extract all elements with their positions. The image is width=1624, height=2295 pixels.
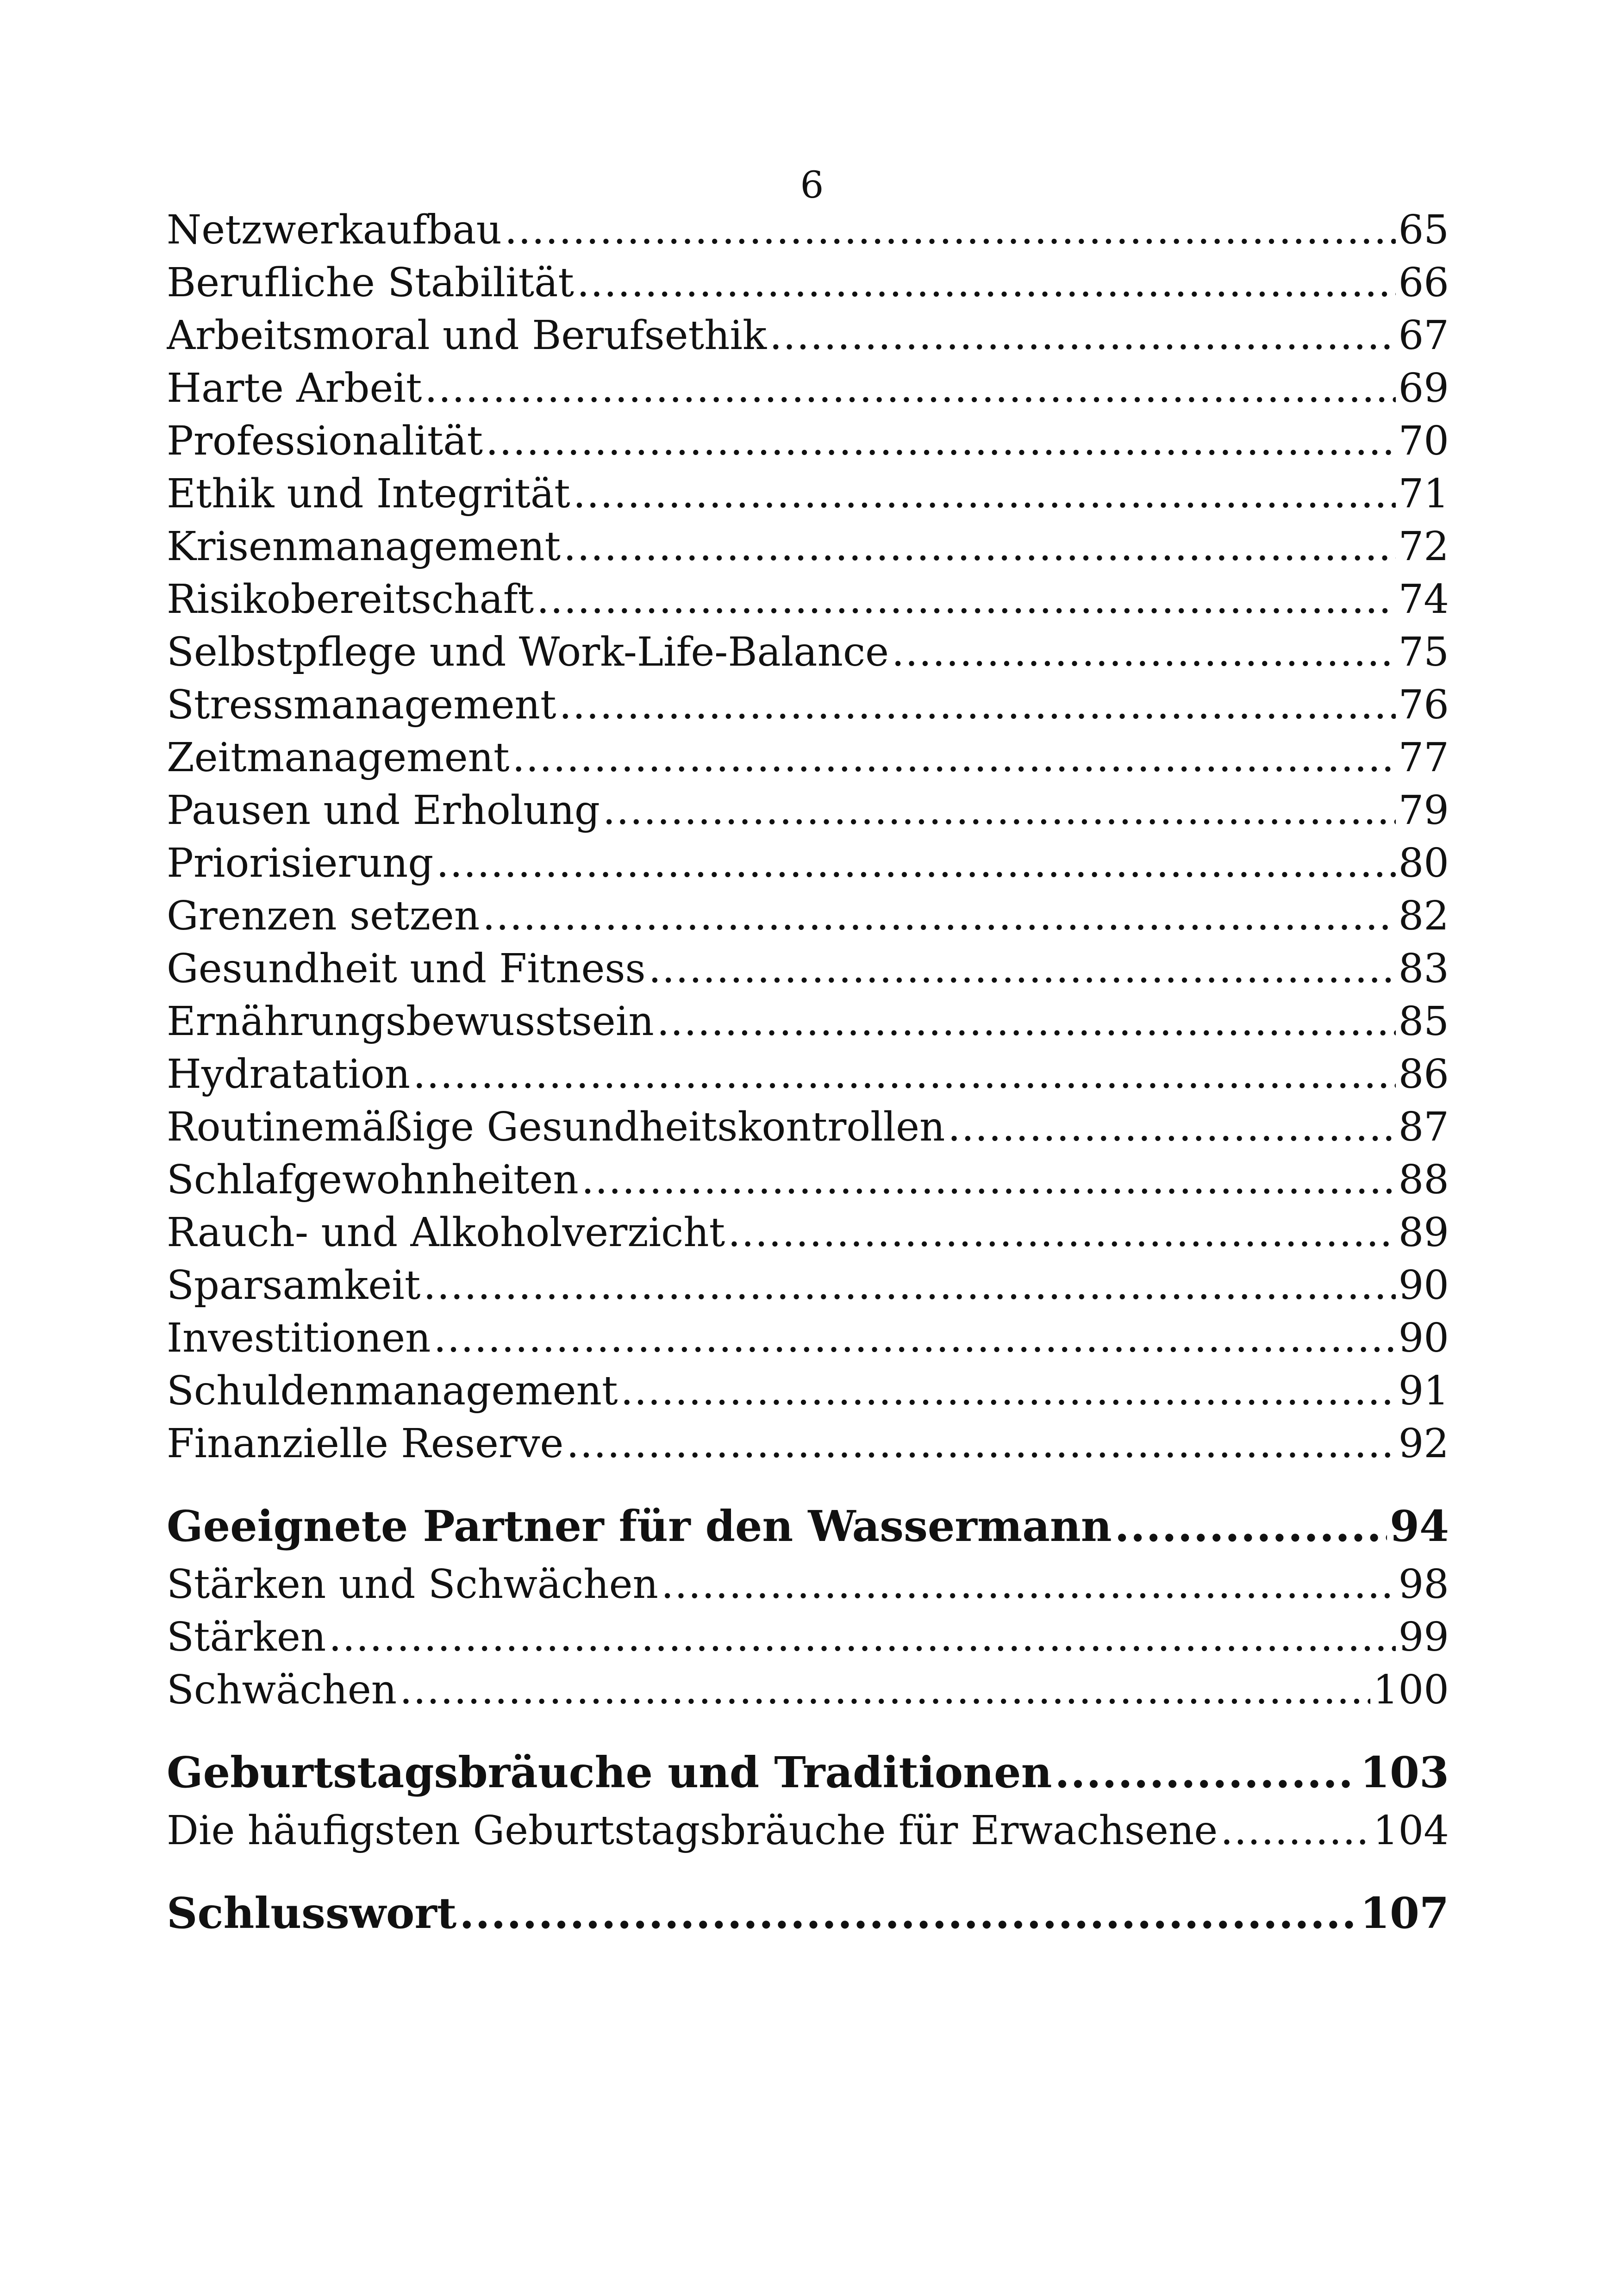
toc-entry [167,1048,1449,1101]
toc-entry [167,573,1449,626]
toc-chapter-entry [167,1742,1449,1802]
toc-entry [167,1206,1449,1259]
toc-entry-title: Sparsamkeit [167,1262,421,1309]
toc-entry-title: Schlafgewohnheiten [167,1157,579,1203]
toc-entry-title: Rauch- und Alkoholverzicht [167,1210,725,1256]
toc-entry-page: 69 [1398,365,1449,412]
toc-entry [167,1154,1449,1206]
toc-entry [167,204,1449,256]
toc-entry-page: 65 [1398,207,1449,253]
toc-dot-leader [482,890,1395,942]
toc-entry-page: 86 [1398,1051,1449,1098]
toc-entry-page: 72 [1398,524,1449,570]
toc-entry-title: Netzwerkaufbau [167,207,502,253]
toc-entry-title: Gesundheit und Fitness [167,946,646,992]
toc-entry-page: 66 [1398,260,1449,306]
toc-entry-page: 92 [1398,1421,1449,1467]
toc-dot-leader [1115,1496,1387,1556]
toc-dot-leader [603,784,1396,837]
toc-entry-page: 99 [1398,1614,1449,1660]
toc-dot-leader [1055,1742,1357,1802]
toc-entry-page: 87 [1398,1104,1449,1150]
toc-entry-title: Ernährungsbewusstsein [167,998,654,1045]
toc-chapter-entry [167,1496,1449,1556]
toc-entry-title: Selbstpflege und Work-Life-Balance [167,629,889,675]
toc-entry [167,1101,1449,1154]
toc-dot-leader [661,1558,1396,1611]
toc-entry [167,309,1449,362]
toc-entry-page: 82 [1398,893,1449,939]
toc-entry [167,256,1449,309]
toc-dot-leader [512,731,1396,784]
toc-entry-title: Arbeitsmoral und Berufsethik [167,312,767,359]
toc-dot-leader [581,1154,1396,1206]
toc-entry [167,1611,1449,1664]
toc-entry-title: Die häufigsten Geburtstagsbräuche für Erwachsene [167,1808,1218,1854]
toc-dot-leader [486,415,1395,468]
toc-entry [167,626,1449,679]
toc-entry-page: 71 [1398,471,1449,517]
toc-entry-page: 70 [1398,418,1449,464]
toc-entry-title: Schuldenmanagement [167,1368,618,1414]
toc-dot-leader [563,520,1395,573]
toc-dot-leader [436,837,1395,890]
toc-entry [167,942,1449,995]
toc-dot-leader [505,204,1396,256]
toc-entry [167,1664,1449,1716]
toc-entry-title: Schwächen [167,1667,397,1713]
toc-entry-page: 67 [1398,312,1449,359]
toc-entry-page: 85 [1398,998,1449,1045]
toc-entry-page: 79 [1398,787,1449,834]
toc-dot-leader [573,468,1396,520]
toc-dot-leader [559,679,1396,731]
toc-entry-page: 75 [1398,629,1449,675]
toc-entry-title: Harte Arbeit [167,365,422,412]
toc-entry [167,520,1449,573]
toc-entry-title: Hydratation [167,1051,411,1098]
toc-dot-leader [329,1611,1395,1664]
toc-dot-leader [1220,1804,1370,1857]
toc-entry-page: 74 [1398,576,1449,623]
toc-entry [167,468,1449,520]
toc-entry [167,890,1449,942]
toc-entry-page: 94 [1389,1501,1449,1551]
toc-entry [167,1365,1449,1417]
toc-entry [167,1259,1449,1312]
toc-entry-page: 103 [1360,1747,1449,1797]
toc-entry-page: 83 [1398,946,1449,992]
toc-entry [167,995,1449,1048]
toc-dot-leader [400,1664,1370,1716]
toc-entry [167,1804,1449,1857]
toc-entry-title: Geburtstagsbräuche und Traditionen [167,1747,1052,1797]
toc-entry-page: 98 [1398,1561,1449,1608]
toc-dot-leader [537,573,1395,626]
toc-entry-title: Ethik und Integrität [167,471,570,517]
toc-entry-page: 104 [1373,1808,1449,1854]
toc-entry-title: Risikobereitschaft [167,576,534,623]
toc-entry [167,837,1449,890]
toc-dot-leader [459,1883,1357,1943]
toc-entry-title: Stärken und Schwächen [167,1561,658,1608]
toc-entry-page: 89 [1398,1210,1449,1256]
toc-chapter-entry [167,1883,1449,1943]
toc-entry-title: Zeitmanagement [167,735,510,781]
toc-dot-leader [577,256,1396,309]
toc-dot-leader [948,1101,1395,1154]
toc-entry-page: 107 [1360,1888,1449,1938]
toc-entry-title: Krisenmanagement [167,524,561,570]
toc-entry [167,679,1449,731]
toc-entry-page: 88 [1398,1157,1449,1203]
toc-entry-title: Routinemäßige Gesundheitskontrollen [167,1104,945,1150]
toc-entry [167,1312,1449,1365]
toc-entry-title: Investitionen [167,1315,431,1361]
toc-entry [167,784,1449,837]
toc-dot-leader [621,1365,1396,1417]
toc-entry-title: Pausen und Erholung [167,787,600,834]
toc-entry-title: Geeignete Partner für den Wassermann [167,1501,1112,1551]
toc-dot-leader [657,995,1396,1048]
toc-dot-leader [649,942,1396,995]
toc-entry [167,415,1449,468]
toc-dot-leader [769,309,1395,362]
toc-entry-page: 77 [1398,735,1449,781]
toc-entry-title: Priorisierung [167,840,434,886]
toc-entry-page: 100 [1373,1667,1449,1713]
toc-entry-title: Stressmanagement [167,682,556,728]
toc-entry-title: Professionalität [167,418,483,464]
toc-entry-page: 90 [1398,1262,1449,1309]
toc-entry-page: 76 [1398,682,1449,728]
toc-dot-leader [566,1417,1395,1470]
toc-entry-title: Finanzielle Reserve [167,1421,564,1467]
toc-entry [167,362,1449,415]
toc-entry [167,1558,1449,1611]
toc-entry [167,731,1449,784]
toc-entry-title: Schlusswort [167,1888,457,1938]
toc-entry-title: Stärken [167,1614,326,1660]
toc-dot-leader [413,1048,1395,1101]
toc-dot-leader [434,1312,1396,1365]
toc-dot-leader [728,1206,1395,1259]
toc-entry-title: Berufliche Stabilität [167,260,574,306]
toc-entry-page: 80 [1398,840,1449,886]
toc-dot-leader [425,362,1395,415]
page-number: 6 [800,163,824,206]
toc-entry-page: 90 [1398,1315,1449,1361]
toc-entry-title: Grenzen setzen [167,893,480,939]
toc-entry-page: 91 [1398,1368,1449,1414]
toc-entry [167,1417,1449,1470]
toc-dot-leader [892,626,1396,679]
toc-dot-leader [423,1259,1395,1312]
